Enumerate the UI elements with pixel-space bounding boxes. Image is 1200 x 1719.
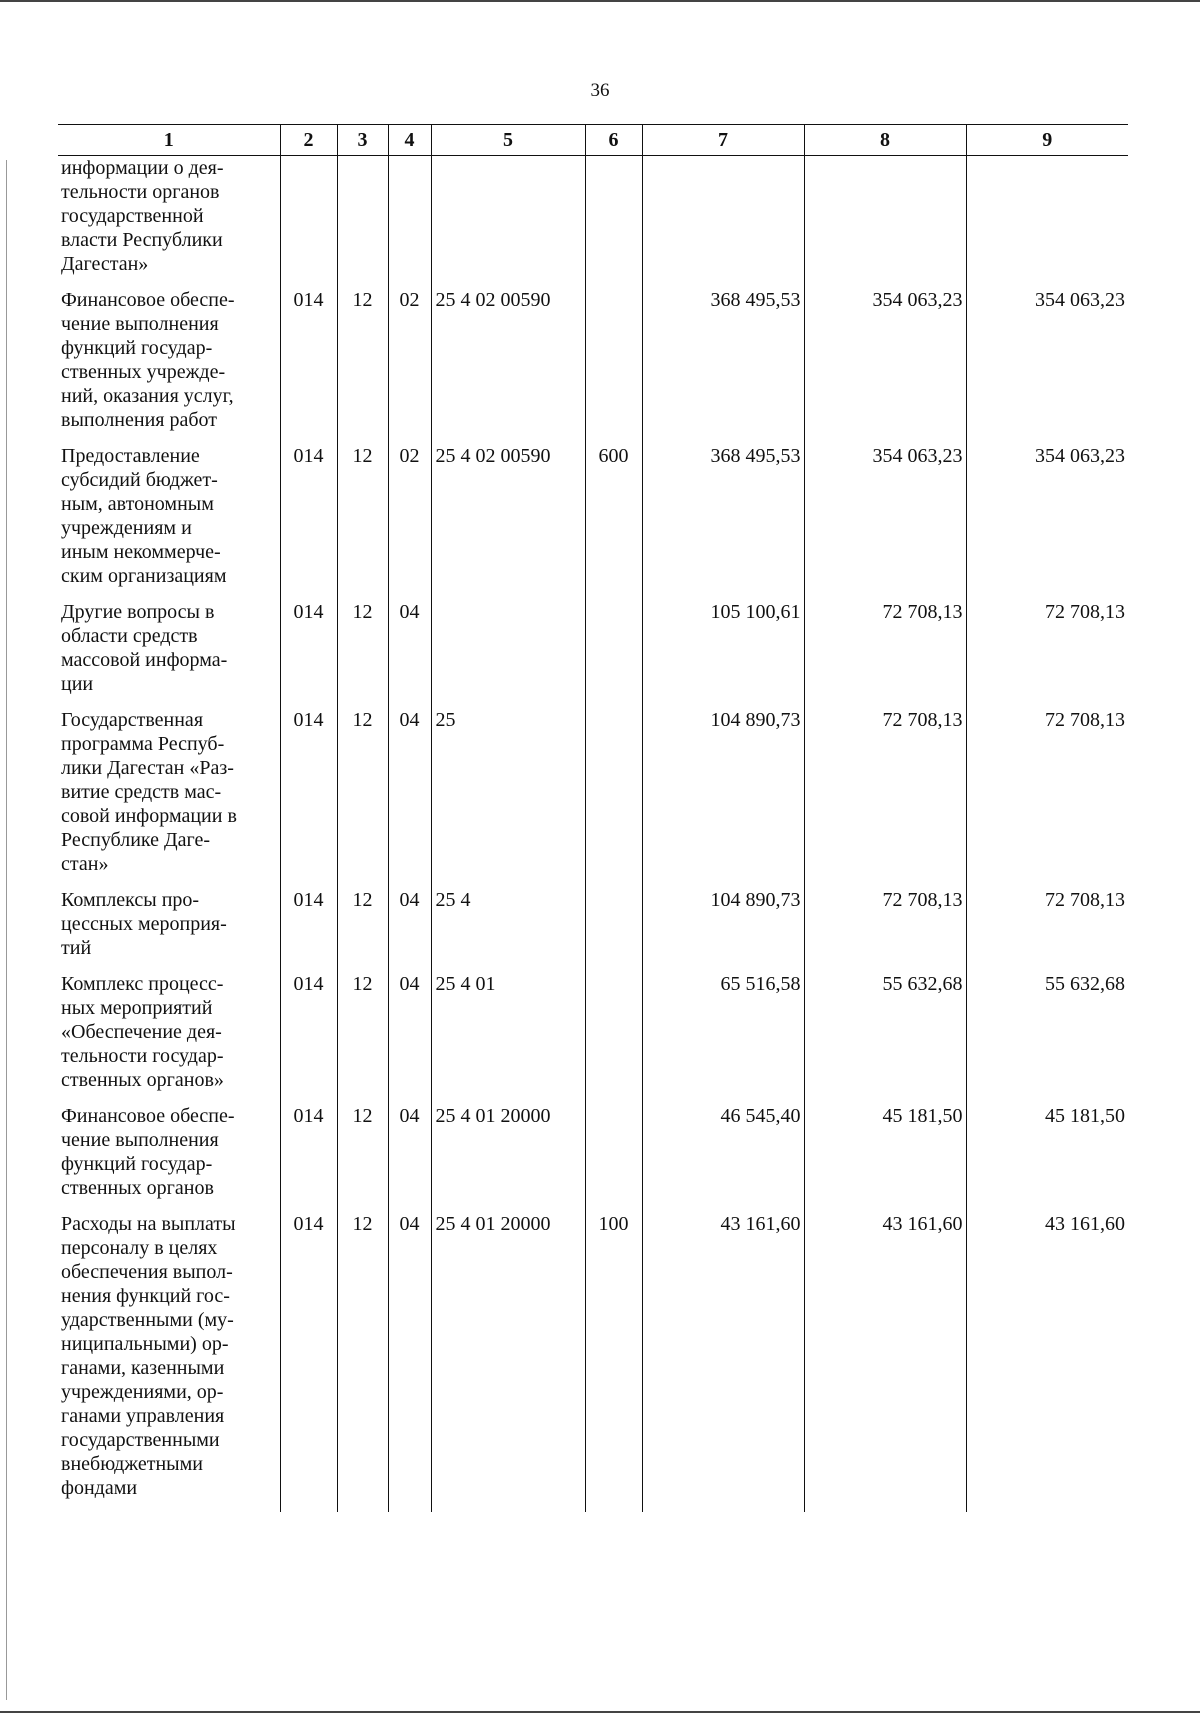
spacer-cell	[585, 1092, 642, 1104]
header-col-1: 1	[58, 125, 280, 156]
header-col-9: 9	[966, 125, 1128, 156]
spacer-cell	[804, 960, 966, 972]
spacer-cell	[642, 1200, 804, 1212]
row-name-cell: Финансовое обеспе- чение выполнения функций государ- ственных органов	[61, 1105, 235, 1199]
spacer-cell	[966, 432, 1128, 444]
table-row	[58, 972, 1128, 1092]
cell-col-3: 12	[337, 972, 388, 1092]
scan-top-edge	[0, 0, 1200, 2]
row-name-cell: Государственная программа Респуб- лики Дагестан «Раз- витие средств мас- совой информации в Республике Даге- стан»	[61, 709, 237, 875]
table-row	[58, 444, 1128, 588]
cell-col-2: 014	[280, 1104, 337, 1200]
cell-col-5: 25 4	[431, 888, 585, 960]
spacer-cell	[431, 276, 585, 288]
spacer-cell	[58, 588, 280, 600]
spacer-cell	[58, 432, 280, 444]
cell-col-5: 25	[431, 708, 585, 876]
cell-col-8: 45 181,50	[804, 1104, 966, 1200]
header-col-5: 5	[431, 125, 585, 156]
cell-col-3: 12	[337, 1104, 388, 1200]
cell-col-8: 72 708,13	[804, 888, 966, 960]
cell-col-4: 02	[388, 288, 431, 432]
spacer-cell	[58, 276, 280, 288]
spacer-cell	[966, 696, 1128, 708]
cell-col-4: 04	[388, 708, 431, 876]
row-name-cell: Комплексы про- цессных мероприя- тий	[61, 889, 227, 959]
spacer-cell	[431, 960, 585, 972]
spacer-cell	[804, 1092, 966, 1104]
cell-col-9: 55 632,68	[966, 972, 1128, 1092]
spacer-cell	[804, 1200, 966, 1212]
row-name-cell: Предоставление субсидий бюджет- ным, автономным учреждениям и иным некоммерче- ским организациям	[61, 445, 227, 587]
row-name-cell: Комплекс процесс- ных мероприятий «Обеспечение дея- тельности государ- ственных органов»	[61, 973, 224, 1091]
spacer-cell	[280, 696, 337, 708]
cell-col-6	[585, 600, 642, 696]
cell-col-7: 105 100,61	[642, 600, 804, 696]
spacer-cell	[388, 432, 431, 444]
spacer-cell	[280, 588, 337, 600]
spacer-cell	[280, 432, 337, 444]
spacer-cell	[388, 960, 431, 972]
spacer-cell	[642, 588, 804, 600]
row-name-cell: Другие вопросы в области средств массовой информа- ции	[61, 601, 228, 695]
cell-col-7: 368 495,53	[642, 288, 804, 432]
cell-col-6: 100	[585, 1212, 642, 1512]
spacer-cell	[966, 1092, 1128, 1104]
header-row	[58, 125, 1128, 156]
row-spacer	[58, 1200, 1128, 1212]
cell-col-3: 12	[337, 708, 388, 876]
spacer-cell	[280, 1200, 337, 1212]
spacer-cell	[280, 876, 337, 888]
cell-col-6	[585, 708, 642, 876]
cell-col-5: 25 4 02 00590	[431, 444, 585, 588]
cell-col-9: 354 063,23	[966, 288, 1128, 432]
cell-col-5: 25 4 01	[431, 972, 585, 1092]
spacer-cell	[642, 1092, 804, 1104]
spacer-cell	[585, 696, 642, 708]
table-row	[58, 156, 1128, 277]
spacer-cell	[280, 276, 337, 288]
cell-col-5	[431, 600, 585, 696]
spacer-cell	[642, 876, 804, 888]
spacer-cell	[58, 876, 280, 888]
cell-col-7: 368 495,53	[642, 444, 804, 588]
cell-col-9: 72 708,13	[966, 708, 1128, 876]
cell-col-7	[642, 156, 804, 277]
cell-col-3: 12	[337, 1212, 388, 1512]
table-row	[58, 1104, 1128, 1200]
cell-col-2: 014	[280, 600, 337, 696]
spacer-cell	[337, 1200, 388, 1212]
spacer-cell	[337, 876, 388, 888]
spacer-cell	[642, 960, 804, 972]
header-col-2: 2	[280, 125, 337, 156]
table-row	[58, 288, 1128, 432]
budget-table-body	[58, 156, 1128, 1513]
cell-col-7: 46 545,40	[642, 1104, 804, 1200]
cell-col-2: 014	[280, 972, 337, 1092]
cell-col-2: 014	[280, 444, 337, 588]
header-col-7: 7	[642, 125, 804, 156]
cell-col-7: 104 890,73	[642, 708, 804, 876]
row-spacer	[58, 432, 1128, 444]
cell-col-9: 45 181,50	[966, 1104, 1128, 1200]
spacer-cell	[280, 960, 337, 972]
spacer-cell	[388, 696, 431, 708]
spacer-cell	[431, 588, 585, 600]
cell-col-9: 72 708,13	[966, 888, 1128, 960]
cell-col-5	[431, 156, 585, 277]
spacer-cell	[642, 696, 804, 708]
cell-col-9: 72 708,13	[966, 600, 1128, 696]
spacer-cell	[431, 876, 585, 888]
spacer-cell	[388, 276, 431, 288]
cell-col-3: 12	[337, 288, 388, 432]
spacer-cell	[58, 1092, 280, 1104]
spacer-cell	[337, 432, 388, 444]
spacer-cell	[642, 432, 804, 444]
spacer-cell	[585, 276, 642, 288]
row-spacer	[58, 960, 1128, 972]
page-number: 36	[590, 80, 610, 101]
cell-col-2	[280, 156, 337, 277]
row-spacer	[58, 588, 1128, 600]
cell-col-7: 65 516,58	[642, 972, 804, 1092]
spacer-cell	[804, 276, 966, 288]
spacer-cell	[431, 696, 585, 708]
cell-col-3: 12	[337, 888, 388, 960]
row-name-cell: Расходы на выплаты персоналу в целях обеспечения выпол- нения функций гос- ударственными (му- ниципальными) ор- ганами, казенными учреждениями, ор- ганами управления государственными внебюджетными фондами	[61, 1213, 236, 1499]
header-col-6: 6	[585, 125, 642, 156]
spacer-cell	[966, 1200, 1128, 1212]
spacer-cell	[804, 588, 966, 600]
spacer-cell	[337, 696, 388, 708]
spacer-cell	[280, 1092, 337, 1104]
table-row	[58, 888, 1128, 960]
row-spacer	[58, 1092, 1128, 1104]
cell-col-8: 55 632,68	[804, 972, 966, 1092]
cell-col-2: 014	[280, 288, 337, 432]
spacer-cell	[804, 432, 966, 444]
scan-bottom-edge	[0, 1711, 1200, 1713]
spacer-cell	[966, 588, 1128, 600]
row-name-cell: Финансовое обеспе- чение выполнения функций государ- ственных учрежде- ний, оказания услуг, выполнения работ	[61, 289, 235, 431]
row-spacer	[58, 276, 1128, 288]
spacer-cell	[337, 960, 388, 972]
spacer-cell	[337, 276, 388, 288]
cell-col-8: 43 161,60	[804, 1212, 966, 1512]
cell-col-3: 12	[337, 444, 388, 588]
spacer-cell	[58, 696, 280, 708]
cell-col-8: 354 063,23	[804, 444, 966, 588]
cell-col-6	[585, 972, 642, 1092]
header-col-4: 4	[388, 125, 431, 156]
spacer-cell	[642, 276, 804, 288]
spacer-cell	[431, 432, 585, 444]
spacer-cell	[585, 1200, 642, 1212]
cell-col-8: 354 063,23	[804, 288, 966, 432]
table-row	[58, 708, 1128, 876]
spacer-cell	[388, 1092, 431, 1104]
table-row	[58, 1212, 1128, 1512]
spacer-cell	[585, 960, 642, 972]
budget-table	[58, 124, 1128, 1512]
spacer-cell	[804, 876, 966, 888]
spacer-cell	[585, 432, 642, 444]
spacer-cell	[388, 1200, 431, 1212]
spacer-cell	[58, 960, 280, 972]
cell-col-4: 04	[388, 1104, 431, 1200]
table-row	[58, 600, 1128, 696]
spacer-cell	[585, 876, 642, 888]
scan-left-edge	[6, 160, 7, 1700]
cell-col-6	[585, 1104, 642, 1200]
cell-col-8: 72 708,13	[804, 600, 966, 696]
row-spacer	[58, 876, 1128, 888]
cell-col-3: 12	[337, 600, 388, 696]
spacer-cell	[58, 1200, 280, 1212]
spacer-cell	[388, 876, 431, 888]
cell-col-8: 72 708,13	[804, 708, 966, 876]
cell-col-4: 04	[388, 888, 431, 960]
header-col-8: 8	[804, 125, 966, 156]
cell-col-4: 04	[388, 600, 431, 696]
spacer-cell	[966, 960, 1128, 972]
cell-col-6	[585, 156, 642, 277]
cell-col-7: 43 161,60	[642, 1212, 804, 1512]
cell-col-9	[966, 156, 1128, 277]
cell-col-5: 25 4 01 20000	[431, 1212, 585, 1512]
cell-col-4: 04	[388, 972, 431, 1092]
spacer-cell	[337, 588, 388, 600]
row-spacer	[58, 696, 1128, 708]
cell-col-5: 25 4 02 00590	[431, 288, 585, 432]
cell-col-6	[585, 288, 642, 432]
spacer-cell	[966, 876, 1128, 888]
cell-col-9: 43 161,60	[966, 1212, 1128, 1512]
header-col-3: 3	[337, 125, 388, 156]
row-name-cell: информации о дея- тельности органов государственной власти Республики Дагестан»	[61, 157, 224, 275]
cell-col-6	[585, 888, 642, 960]
cell-col-4: 02	[388, 444, 431, 588]
cell-col-8	[804, 156, 966, 277]
spacer-cell	[388, 588, 431, 600]
cell-col-5: 25 4 01 20000	[431, 1104, 585, 1200]
spacer-cell	[431, 1200, 585, 1212]
cell-col-2: 014	[280, 1212, 337, 1512]
cell-col-9: 354 063,23	[966, 444, 1128, 588]
spacer-cell	[431, 1092, 585, 1104]
cell-col-2: 014	[280, 888, 337, 960]
cell-col-2: 014	[280, 708, 337, 876]
cell-col-4	[388, 156, 431, 277]
cell-col-4: 04	[388, 1212, 431, 1512]
spacer-cell	[804, 696, 966, 708]
spacer-cell	[585, 588, 642, 600]
spacer-cell	[337, 1092, 388, 1104]
cell-col-7: 104 890,73	[642, 888, 804, 960]
spacer-cell	[966, 276, 1128, 288]
cell-col-3	[337, 156, 388, 277]
cell-col-6: 600	[585, 444, 642, 588]
